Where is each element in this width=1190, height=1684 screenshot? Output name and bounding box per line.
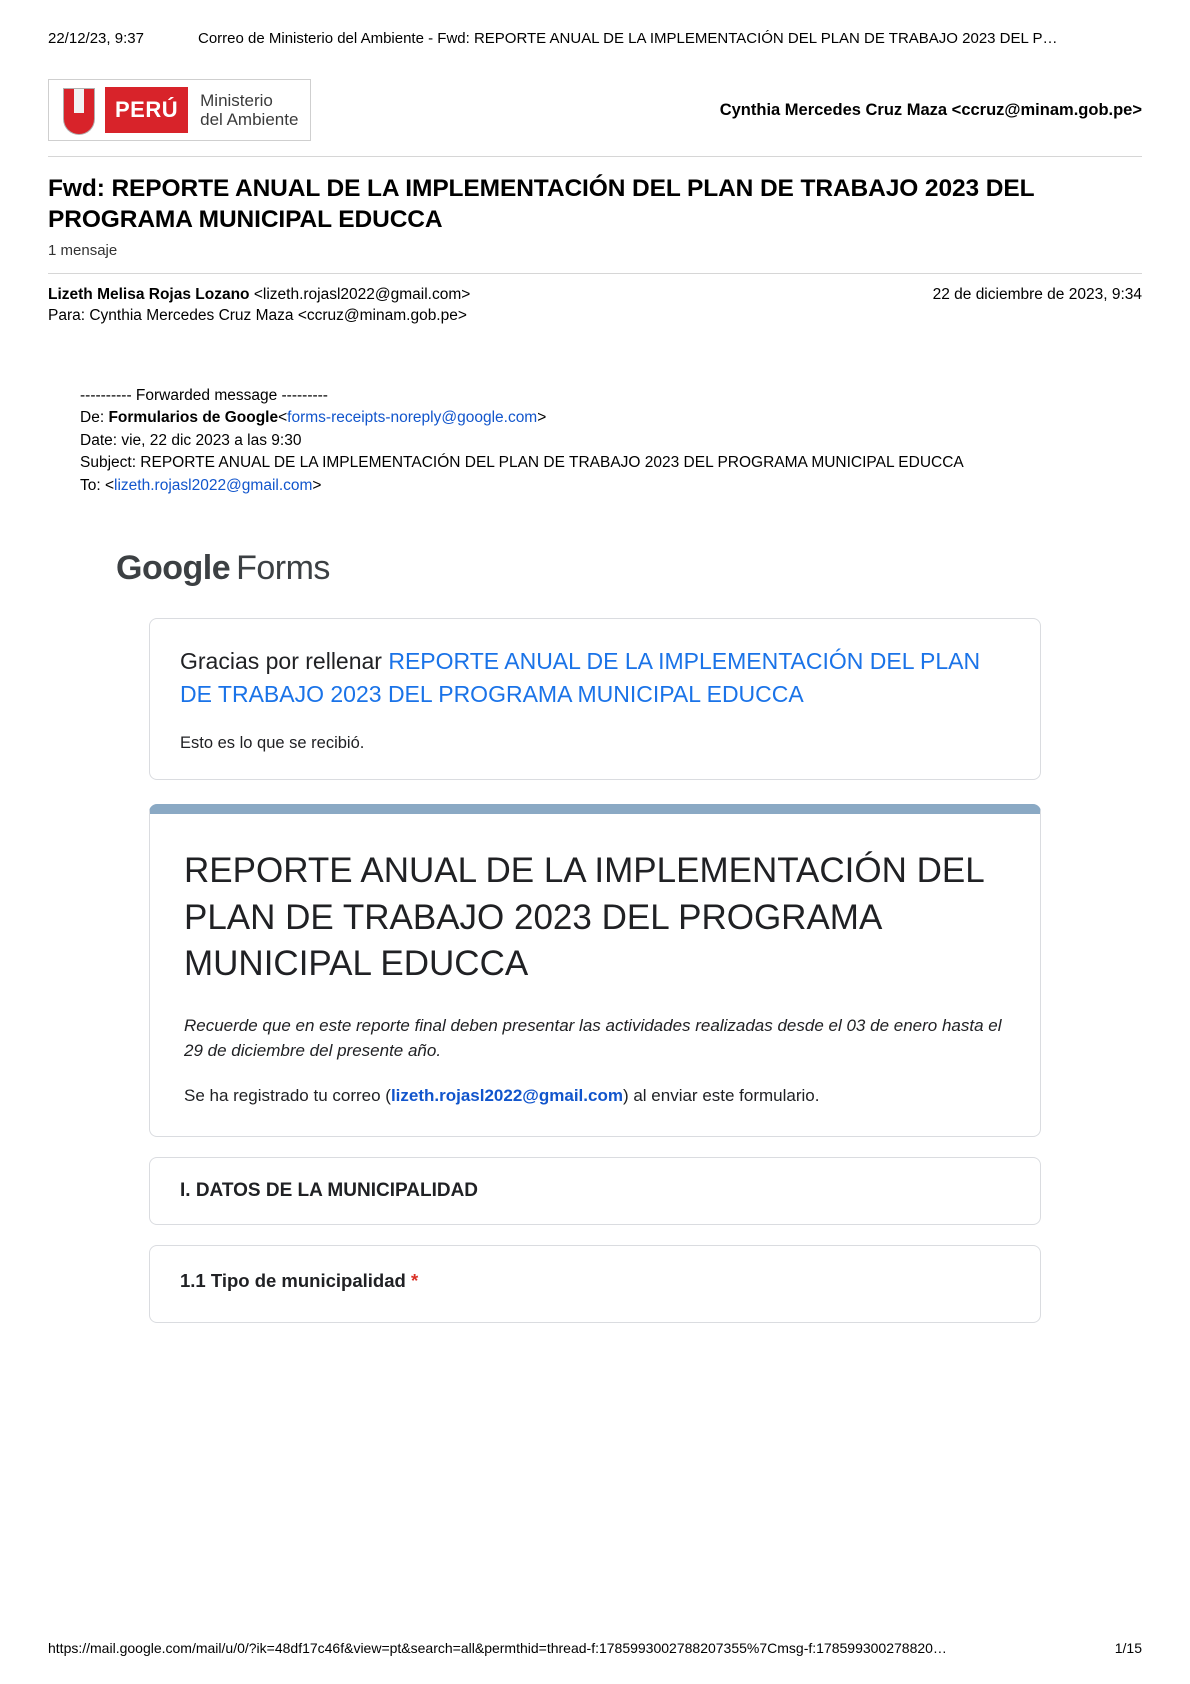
print-footer-page: 1/15 [1114, 1640, 1142, 1656]
angle-close: > [537, 409, 547, 427]
forwarded-to-email-link[interactable]: lizeth.rojasl2022@gmail.com [114, 476, 313, 494]
minam-logo [48, 79, 311, 141]
subject-text: REPORTE ANUAL DE LA IMPLEMENTACIÓN DEL PLAN DE TRABAJO 2023 DEL PROGRAMA MUNICIPAL EDUCCA [48, 175, 1035, 234]
forms-wordmark: Forms [236, 549, 330, 588]
sender-email: <lizeth.rojasl2022@gmail.com> [253, 285, 471, 303]
forwarded-date-line: Date: vie, 22 dic 2023 a las 9:30 [80, 431, 302, 449]
print-header-title: Correo de Ministerio del Ambiente - Fwd: REPORTE ANUAL DE LA IMPLEMENTACIÓN DEL PLAN DE TRABAJO 2023 DEL P… [198, 30, 1058, 47]
recipient-line: Para: Cynthia Mercedes Cruz Maza <ccruz@minam.gob.pe> [48, 306, 467, 324]
message-sender-block [48, 286, 470, 325]
thanks-card [149, 618, 1041, 780]
form-description: Recuerde que en este reporte final deben presentar las actividades realizadas desde el 03 de enero hasta el 29 de diciembre del presente año. [184, 1015, 1002, 1061]
thanks-received-note: Esto es lo que se recibió. [180, 734, 365, 753]
forwarded-from-line [80, 407, 1142, 429]
ministry-line1: Ministerio [200, 90, 273, 110]
forwarded-to-label: To: < [80, 476, 115, 494]
forwarded-subject-line: Subject: REPORTE ANUAL DE LA IMPLEMENTACIÓN DEL PLAN DE TRABAJO 2023 DEL PROGRAMA MUNICIPAL EDUCCA [80, 454, 964, 472]
form-email-note-pre: Se ha registrado tu correo ( [184, 1085, 391, 1105]
form-question-card [149, 1245, 1041, 1323]
message-datetime: 22 de diciembre de 2023, 9:34 [932, 285, 1142, 303]
form-email-note-post: ) al enviar este formulario. [622, 1085, 820, 1105]
forwarded-from-name: Formularios de Google [108, 409, 279, 427]
divider-subject [48, 273, 1142, 274]
page-title [48, 173, 1142, 236]
form-section-card [149, 1157, 1041, 1225]
print-header-date: 22/12/23, 9:37 [48, 30, 144, 47]
required-asterisk: * [410, 1269, 419, 1291]
google-wordmark: Google [116, 549, 231, 588]
brand-row [48, 78, 1142, 142]
forwarded-message-block [80, 385, 1142, 497]
form-email-note [184, 1086, 1006, 1106]
forwarded-to-line [80, 475, 1142, 497]
form-title: REPORTE ANUAL DE LA IMPLEMENTACIÓN DEL PLAN DE TRABAJO 2023 DEL PROGRAMA MUNICIPAL EDUCCA [184, 851, 984, 983]
thanks-form-name: REPORTE ANUAL DE LA IMPLEMENTACIÓN DEL PLAN DE TRABAJO 2023 DEL PROGRAMA MUNICIPAL EDUCCA [180, 648, 981, 707]
forwarded-from-label: De: [80, 409, 105, 427]
ministry-label [188, 91, 310, 129]
google-forms-logo [116, 549, 1142, 588]
forwarded-divider: ---------- Forwarded message --------- [80, 386, 328, 404]
sender-name: Lizeth Melisa Rojas Lozano [48, 285, 250, 303]
account-owner: Cynthia Mercedes Cruz Maza <ccruz@minam.gob.pe> [719, 100, 1142, 119]
divider-top [48, 156, 1142, 157]
form-email-note-address: lizeth.rojasl2022@gmail.com [390, 1085, 623, 1105]
print-footer-url: https://mail.google.com/mail/u/0/?ik=48df17c46f&view=pt&search=all&permthid=thread-f:1785993002788207355%7Cmsg-f:178599300278820… [48, 1640, 947, 1656]
peru-label: PERÚ [105, 87, 188, 133]
print-footer [48, 1640, 1142, 1656]
peru-shield-icon [57, 82, 101, 138]
print-header [48, 0, 1142, 56]
form-header-card [149, 804, 1041, 1137]
message-count: 1 mensaje [48, 241, 118, 259]
question-text: 1.1 Tipo de municipalidad [180, 1269, 411, 1291]
subject-prefix: Fwd: [48, 175, 105, 202]
angle-open: < [278, 409, 288, 427]
forwarded-to-close: > [312, 476, 322, 494]
form-question-label [180, 1270, 1010, 1292]
message-header [48, 286, 1142, 325]
thanks-lead: Gracias por rellenar [180, 648, 389, 675]
form-section-title: I. DATOS DE LA MUNICIPALIDAD [180, 1179, 479, 1201]
thanks-message [180, 645, 1010, 710]
ministry-line2: del Ambiente [200, 110, 299, 129]
forwarded-from-email-link[interactable]: forms-receipts-noreply@google.com [287, 409, 538, 427]
